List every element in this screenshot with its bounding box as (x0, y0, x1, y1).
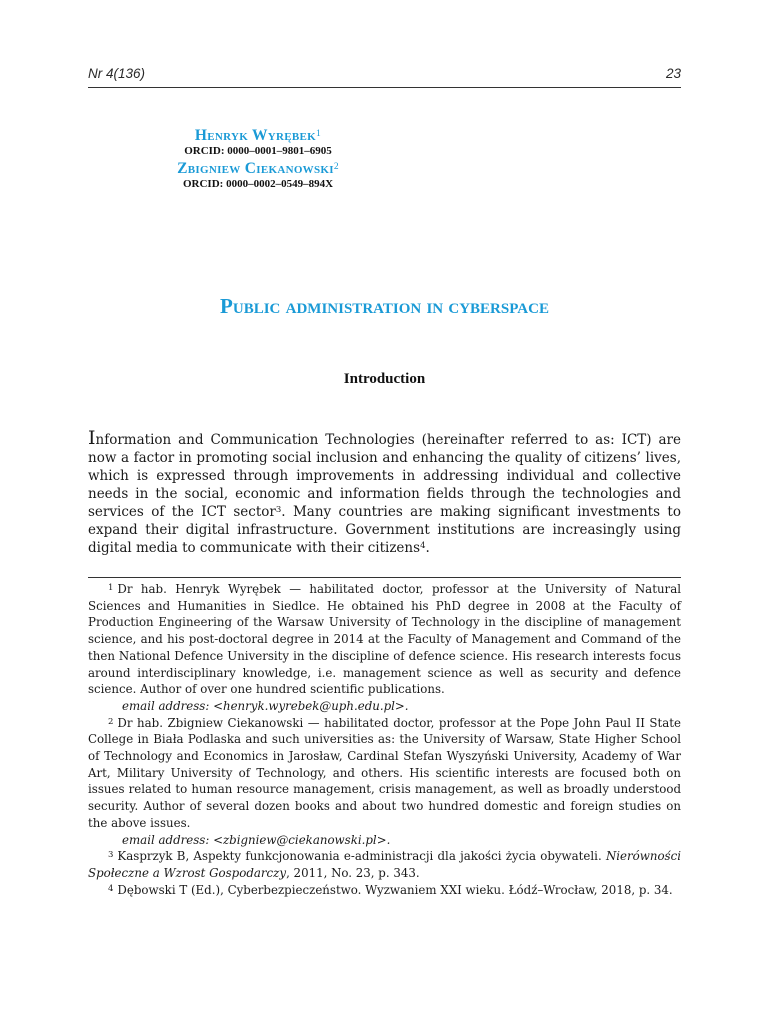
footnote-1: $^1$ Dr hab. Henryk Wyrębek — habilitated doctor, professor at the University of Natural Sciences and Humanities in Siedlce. He obtained his PhD degree in 2008 at the Faculty of Production Engineering of the Warsaw University of Technology in the discipline of management science, and his post-doctoral degree in 2014 at the Faculty of Management and Command of the then National Defence University in the discipline of defence science. His research interests focus around interdisciplinary knowledge, i.e. management science as well as security and defence science. Author of over one hundred scientific publications. (88, 582, 681, 697)
footnote-rule (88, 577, 681, 578)
footnote-1-email: email address: <henryk.wyrebek@uph.edu.pl>. (122, 698, 409, 713)
author-name-1: Henryk Wyrębek$^1$ (194, 127, 322, 144)
author-footnote-ref-2[interactable]: 2 (333, 162, 339, 172)
header-rule (88, 87, 681, 88)
author-footnote-ref-1[interactable]: 1 (316, 129, 322, 139)
footnote-2-email: email address: <zbigniew@ciekanowski.pl>. (122, 832, 391, 847)
author-orcid-1: ORCID: 0000–0001–9801–6905 (184, 145, 332, 157)
footnote-3: $^3$ Kasprzyk B, Aspekty funkcjonowania e-administracji dla jakości życia obywateli. Nierówności Społeczne a Wzrost Gospodarczy, 2011, No. 23, p. 343. (88, 849, 681, 880)
footnotes (88, 581, 681, 898)
drop-cap: I (88, 426, 96, 449)
section-heading: Introduction (343, 371, 426, 387)
page-number: 23 (665, 66, 681, 81)
journal-name: Nierówności Społeczne a Wzrost Gospodarczy (88, 849, 681, 880)
author-name-2: Zbigniew Ciekanowski$^2$ (177, 160, 339, 177)
paper-title: Public administration in cyberspace (220, 294, 549, 318)
footnote-4: $^4$ Dębowski T (Ed.), Cyberbezpieczeństwo. Wyzwaniem XXI wieku. Łódź–Wrocław, 2018, p. 34. (108, 882, 673, 897)
footnote-2: $^2$ Dr hab. Zbigniew Ciekanowski — habilitated doctor, professor at the Pope John Paul II State College in Biała Podlaska and such universities as: the University of Warsaw, State Higher School of Technology and Economics in Jarosław, Cardinal Stefan Wyszyński University, Academy of War Art, Military University of Technology, and others. His scientific interests are focused both on issues related to human resource management, crisis management, as well as broadly understood security. Author of several dozen books and about two hundred domestic and foreign studies on the above issues. (88, 715, 681, 830)
author-orcid-2: ORCID: 0000–0002–0549–894X (182, 178, 334, 190)
journal-page (88, 0, 681, 1024)
author-block (128, 127, 388, 193)
issue-number: Nr 4(136) (88, 66, 146, 81)
footnote-ref-3[interactable]: 3 (275, 504, 282, 515)
running-header (88, 66, 681, 82)
body-paragraph: Information and Communication Technologies (hereinafter referred to as: ICT) are now a factor in promoting social inclusion and enhancing the quality of citizens’ lives, which is expressed through improvements in addressing individual and collective needs in the social, economic and information fields through the technologies and services of the ICT sector$^3$. Many countries are making significant investments to expand their digital infrastructure. Government institutions are increasingly using digital media to communicate with their citizens$^4$. (88, 426, 681, 557)
footnote-ref-4[interactable]: 4 (420, 541, 426, 552)
